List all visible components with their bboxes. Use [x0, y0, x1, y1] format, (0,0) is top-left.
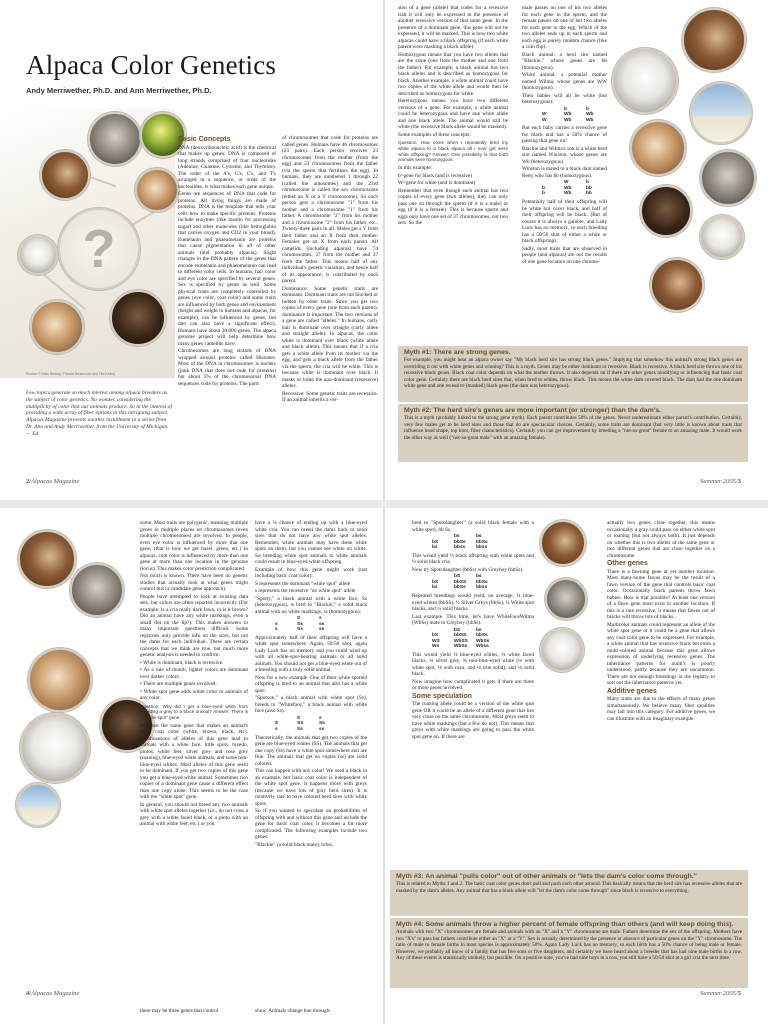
punnett-cell: W — [542, 117, 547, 123]
punnett-cell: Wb — [564, 112, 572, 118]
photo-alpaca-fawn-face — [630, 120, 686, 176]
bullet-text: White is dominant, black is recessive. — [143, 659, 224, 666]
myth-4-title: Myth #4: Some animals throw a higher percent of female offspring than others (and will keep doing this). — [396, 921, 734, 928]
punnett-cell: ss — [319, 627, 325, 633]
article-authors: Andy Merriwether, Ph.D. and Ann Merriwether, Ph.D. — [26, 86, 212, 95]
punnett-cell: bb — [586, 191, 592, 197]
paragraph: There is a fawning gene at yet another location. Most many/some fawns may be the result of a fawn version of the gene that controls basic coat color. Occasionally black parents throw fawn babies. How is that possible? At least one version of a fawn gene must exist in another location. If this is a rare recessive, it means that fawns out of blacks will throw lots of blacks. — [607, 568, 715, 620]
punnett-cell: bbSS — [454, 633, 467, 639]
paragraph: "Spotty," a black animal with a white face, Ss (heterozygous), is bred to "Blackie," a solid black animal with no white markings, ss (homozygous): — [255, 595, 367, 615]
paragraph: The roaning allele could be a version of the white spot gene OR it could be an allele of a different gene that lies very close on the same chromosome. Most greys seem to have white markings (but a few do not). This means that greys with white markings are going to pass the white spot gene on. If there are — [412, 701, 534, 740]
paragraph: Now for a new example. One of their white spotted offspring is bred to an animal that also has a white spot: — [255, 674, 367, 694]
punnett-cell: bbSs — [454, 539, 466, 545]
bullet-text: There are multiple genes involved. — [143, 681, 217, 687]
paragraph: Genes are sequences of DNA that code for proteins. All living things are made of proteins. DNA is the template that tells your cells how to make specific proteins. Proteins include enzymes (like insulin for processing sugar) and other molecules (like hemoglobin that carries oxygen and CO2 in your blood). Eumelanin and phaeomelanin are proteins that cause pigmentation in all of other animals (and probably alpacas). Slight changes in the DNA pattern of the genes that encode eumelanin and phaeomelanin can lead to different color cells. In humans, hair color and eye color are specified by several genes. Sex is specified by genes as well. Some physical traits are completely controlled by genes (eye color, coat color) and some traits are influenced by both genes and environment (height and weight in humans and alpacas, for example), can be influenced by genes, but diet can also have a significant effect). Humans have about 30,000 genes. The alpaca genome project will help determine how many genes camelids have. — [178, 191, 276, 347]
punnett-cell: bs — [476, 627, 482, 633]
paragraph: Not much is known. There have been no genetic studies that actually look at what genes might control this (a candidate gene approach). — [140, 573, 248, 592]
punnett-cell: bbSs — [476, 633, 488, 639]
punnett-square — [432, 574, 534, 591]
paragraph: some. Most traits are polygenic, meaning multiple genes in multiple places on chromosomes (even multiple chromosomes) are involved. In people, even eye color is influenced by more that one gene, (that is how we get hazel, green, etc.) In alpacas, coat color is influenced by more than one gene at more than one location in the genome (locus). This makes color prediction complicated. — [140, 520, 248, 572]
heading-additive-genes: Additive genes — [607, 687, 657, 695]
punnett-cell: Wb — [586, 117, 594, 123]
photo-alpaca-brown — [40, 150, 90, 200]
punnett-cell: b — [586, 180, 589, 186]
paragraph: Homozygous means that you have two alleles that are the same (one from the mother and one from the father). For example, a black animal has two black alleles and is described as homozygous for black. Another example, a white animal could have two copies of the white allele and would then be described as homozygous for white. — [398, 51, 508, 97]
punnett-cell: Ss — [297, 726, 303, 732]
myth-1-box — [398, 346, 748, 402]
page-number: 4/ — [26, 990, 32, 997]
photo-alpaca-group — [30, 300, 84, 354]
punnett-square — [275, 716, 367, 733]
spread-pages-4-5 — [0, 508, 768, 1024]
paragraph: This would yield ½ black offspring with white spots and ½ solid black cria. — [412, 552, 534, 566]
photo-alpaca-white — [18, 235, 58, 275]
next-page-peek-right — [255, 1008, 375, 1018]
paragraph: Now imagine how complicated it gets if there are three or more genes involved. — [412, 678, 534, 692]
issue-label: Summer 2005/ — [700, 478, 738, 485]
spread-separator — [0, 500, 768, 508]
paragraph: In this example: — [398, 165, 433, 172]
punnett-cell: WbSS — [454, 638, 468, 644]
footer-right — [700, 478, 741, 485]
column-polygenic — [140, 520, 248, 990]
punnett-cell: S — [297, 616, 301, 621]
paragraph: male passes on one of his two alleles for each gene in the sperm, and the female passes on one of her two alleles for each gene in the egg. Which of the two alleles ends up in each sperm and each egg is purely random chance (like a coin flip). — [522, 5, 607, 50]
punnett-cell: b — [586, 106, 589, 112]
paragraph: Last example. This time, let's have WhiteFaceWilma (WbSs) mate to Greyboy (bbSs). — [412, 613, 534, 627]
paragraph: Heterozygous means you have two different versions of a gene. For example, a white animal could be heterozygous and have one white allele and one black allele. The animal would still be white (the recessive black allele would be masked). — [398, 98, 508, 130]
punnett-cell: Wb — [564, 191, 572, 197]
photo-alpaca-fawn — [135, 168, 179, 212]
punnett-square — [432, 628, 534, 650]
spread-pages-2-3 — [0, 0, 768, 500]
punnett-square — [275, 616, 367, 633]
page-gutter — [383, 0, 385, 500]
paragraph: Their babies will all be white (but heterozygous): — [522, 92, 607, 105]
editor-intro: Few topics generate so much interest among alpaca breeders as the subject of color genetics. No wonder, considering the multiplicity of color that our animals produce. So in the interest of providing a wide array of fiber options in this intriguing subject, Alpacas Magazine presents another installment in a series from Dr. Ann and Andy Merriwether, from the University of Michigan. — Ed. — [26, 390, 172, 437]
punnett-cell: Wb — [586, 112, 594, 118]
photo-credit: Photos © Nikki Bishop, Francis Beaumont and Tim Kelley — [26, 372, 115, 376]
photo-alpaca-grey — [70, 563, 124, 617]
photo-alpaca-landscape — [690, 82, 752, 144]
paragraph: In general, you should not breed any two animals with white spot alleles together (i.e., do not cross a grey with a white faced black, or a pinto with an animal with white feet, etc.) or you — [140, 801, 248, 828]
photo-alpaca-white-face — [612, 48, 678, 114]
paragraph: Multicolor animals could represent an allele of the white spot gene or it could be a gene that allows any coat color gene to be expressed. For example, a white animal that has recessive black becomes a multi-colored animal because this gene allows expression of underlying recessive genes. The inheritance patterns for multi's is poorly understood, partly because they are uncommon. There are not enough breedings in the registry to sort out the inheritance patterns yet. — [607, 621, 715, 686]
page-gutter — [383, 508, 385, 1024]
paragraph: Repeated breedings would yield, on average, ¼ blue-eyed whites (bbSS), ½ Silver Greys (bbSs), ¼ White spot blacks, and ¼ solid blacks. — [412, 593, 534, 613]
punnett-cell: bbSs — [454, 585, 466, 591]
photo-alpaca-white-face — [540, 628, 584, 672]
punnett-cell: W — [542, 112, 547, 118]
photo-alpaca-brown — [18, 530, 76, 588]
paragraph: Some examples of these concepts: — [398, 131, 471, 138]
punnett-cell: bbss — [476, 545, 488, 551]
paragraph: bred to "Spotsdaughter" (a solid black female with a white spot), bb Ss. — [412, 520, 534, 533]
myth-3-box — [390, 870, 748, 916]
punnett-cell: Ws — [432, 644, 440, 650]
punnett-cell: Wb — [564, 117, 572, 123]
photo-alpaca-grey-face — [700, 150, 756, 206]
paragraph: People have attempted to look at existing data sets, but colors are often reported incorrectly (For example: Is a cria really dark fawn, or is it brown? Did an animal have any white markings, even a small dot on the lip?). This makes answers to many important questions difficult. Some registries only provide info on the sires, but not the dams for each individual. There are certain concepts that we think are true, but much more genetic analysis is needed to confirm: — [140, 593, 248, 658]
column-basic-concepts — [178, 135, 276, 475]
heading-some-speculation: Some speculation — [412, 692, 472, 700]
magazine-name: Alpacas Magazine — [31, 990, 80, 997]
paragraph: S represents the dominant "white spot" allele — [255, 580, 351, 587]
myth-4-text: Animals with two "X" chromosomes are female and animals with an "X" and a "Y" chromosome are male. Fathers determine the sex of the offspring. Mothers have two "X's" to pass but fathers contribute either an "X" or a "Y". Sex is actually determined by the presence or absence of particular genes on the "Y" chromosome. The ratio of male to female births in most species is approximately 50%. Again Lady Luck has no memory, so each birth has a 50% chance of being male or female. However, we probably all know of a family that has five sons or five daughters, and certainly we have heard about a breeder that has had nine male births in a row. Any of these events is statistically unlikely, but possible. On a positive note, you've had nine boys in a row, you still have a 50/50 shot at a girl cria the next time. — [396, 929, 742, 962]
myth-1-text: For example, you might hear an alpaca owner say "My black herd sire has strong black genes." Implying that somehow this animal's strong black genes are overriding it out with white genes and winning? This is a myth. Genes may be either dominant or recessive. Black is recessive. A black herd sire throws one of his recessive black genes. Black coat color depends on what the mother throws. It also depends on if there are other genes modifying or influencing that basic coat color gene. Certainly there are black herd sires that, when bred to whites, throw black. This means the white dam covered black. The dam had the one dominant white gene and one recessive (masked) black gene (the dam was heterozygous). — [404, 357, 742, 390]
paragraph: Now try Spotsdaughter (bbSs) with Greyboy (bbSs). — [412, 566, 524, 573]
bullet-item: • As a rule of thumb, lighter colors are dominant over darker colors. — [140, 667, 248, 680]
punnett-cell: s — [319, 616, 322, 621]
paragraph: Theoretically, the animals that get two copies of the gene are blue-eyed whites (SS). The animals that get one copy (Ss) have a white spot somewhere and are fine. The animals that get no copies (ss) are solid colored. — [255, 734, 367, 767]
punnett-square — [542, 107, 607, 124]
paragraph: of chromosomes that code for proteins are called genes. Humans have 46 chromosomes (23 pairs). Each person receives 23 chromosomes from the mother (from the egg) and 23 chromosomes from the father (via the sperm that fertilizes the egg). In humans, they are numbered 1 through 22 (called the autosomes) and the 23rd chromosome is called the sex chromosome (either an X or a Y chromosome). So each person gets a chromosome "1" from his mother and a chromosome "1" from his father. A chromosome "2" from his mother and a chromosome "2" from his father, etc.. Twenty-three pairs in all. Males get a Y from their father and an X from their mother. Females get an X from each parent. All camelids (including alpacas) have 74 chromosomes, 37 from the mother and 37 from the father. This means half of any individual's genetic variation, and hence half of its appearance, is contributed by each parent. — [282, 135, 378, 284]
punnett-cell: WS — [432, 638, 440, 644]
paragraph: Example of how this gene might work (not including basic coat color): — [255, 566, 367, 579]
paragraph: "Blackie" (a solid black male), b/bss, — [255, 841, 334, 848]
page-number: 3 — [737, 478, 741, 485]
bullet-text: As a rule of thumb, lighter colors are dominant over darker colors. — [140, 667, 248, 680]
column-other-genes — [607, 520, 715, 872]
punnett-cell: ss — [319, 621, 325, 627]
myth-4-box — [390, 918, 748, 988]
punnett-cell: b — [542, 191, 545, 197]
photo-alpaca-grey — [88, 112, 142, 166]
punnett-cell: Wbss — [476, 644, 489, 650]
photo-alpaca-fawn — [28, 648, 92, 712]
paragraph: But each baby carries a recessive gene for black and has a 50% chance of passing that gene on! — [522, 125, 607, 145]
photo-alpaca-brown-face — [540, 520, 586, 566]
photo-alpaca-white — [20, 713, 90, 783]
paragraph: White animal: a potential mother named Wilma, whose genes are WW (homozygous). — [522, 72, 607, 91]
footer-left — [26, 478, 79, 485]
punnett-cell: W — [564, 180, 569, 186]
column-recessive — [398, 5, 508, 345]
bullet-text: White spot gene adds white color to animals of any color. — [140, 688, 248, 701]
punnett-square — [542, 180, 607, 197]
paragraph: DNA (deoxyribonucleic acid) is the chemical that makes up genes. DNA is composed of long strands comprised of four nucleotides (Adenine, Guanine, Cytosine, and Thymine). The order of the A's, G's, C's, and T's arranged in a sequence, or order of the nucleotides, is what makes each gene unique. — [178, 144, 276, 190]
issue-label: Summer 2005/ — [700, 990, 738, 997]
paragraph: Many traits are due to the effects of many genes simultaneously. We believe many fiber qualities may fall into this category. For additive genes, we can illustrate with an imaginary example: — [607, 696, 715, 722]
punnett-cell: SS — [297, 721, 304, 727]
page-number: 5 — [737, 990, 741, 997]
photo-alpaca-brown-face — [682, 8, 746, 72]
myth-1-title: Myth #1: There are strong genes. — [404, 349, 511, 356]
punnett-cell: bs — [476, 574, 482, 580]
paragraph: This can happen with any color! We used a black in an example, but basic coat color is independent of the white spot gene. It happens more with greys (because we have lots of gray herd sires). It is relatively rare to have colored herd sires with white spots. — [255, 768, 367, 807]
footer-left — [26, 990, 79, 997]
punnett-cell: bbss — [454, 545, 466, 551]
photo-alpaca-grey-face — [545, 578, 587, 620]
punnett-cell: bb — [586, 185, 592, 191]
punnett-cell: s — [275, 621, 278, 627]
bullet-item: • White is dominant, black is recessive. — [140, 659, 224, 666]
punnett-cell: b — [542, 185, 545, 191]
magazine-name: Alpacas Magazine — [31, 478, 80, 485]
paragraph: So if you wanted to speculate on probabilities of offspring with and without this gene and include the gene for basic coat color, it becomes a bit more complicated. The following examples include two genes: — [255, 808, 367, 841]
paragraph: Dominance: Some genetic traits are dominant. Dominant traits are not blocked or hidden by other traits. Since you get two copies of every gene (one from each parent), dominance is important. The two versions of a gene are called "alleles." In humans, curly hair is dominant over straight (curly allele and straight allele). In alpacas, the color white is dominant over black (white allele and black allele). This means that if a cria gets a white allele from its mother via the egg, and gets a black allele from the father via the sperm, the cria will be white. This is because white is dominant over black. It masks or hides the non-dominant (recessive) alleles. — [282, 285, 378, 389]
paragraph: sion of a gene (allele) that codes for a recessive trait it will only be expressed in the presence of another recessive version of that same gene. In the presence of a dominant gene, this gene will not be expressed, it will be masked. This is how two white alpacas could have a black offspring (if each white parent were masking a black allele). — [398, 5, 508, 50]
paragraph: show. Animals change hue through- — [255, 1008, 332, 1014]
punnett-cell: bbSs — [476, 539, 488, 545]
photo-alpaca-brown-profile — [650, 258, 704, 312]
paragraph: Blackie and Wilma's son is a white herd sire named Winston, whose genes are Wb (heterozygous). — [522, 145, 607, 165]
paragraph: there may be three genes that control — [140, 1008, 219, 1014]
photo-alpaca-dark — [110, 290, 166, 346]
paragraph: s represents the recessive "no white spot" allele — [255, 588, 356, 594]
paragraph: Sadly, most traits that are observed in people (and alpacas) are not the results of one gene location on one chromo- — [522, 245, 607, 265]
paragraph: Chromosomes are long strands of DNA wrapped around proteins called Histones. Most of the DNA in chromosomes is nucleic (junk DNA that does not code for proteins) but about 5% of the chromosomal DNA sequences code for proteins. The parts — [178, 348, 276, 387]
punnett-cell: Ss — [297, 627, 303, 633]
punnett-cell: WbSs — [476, 638, 490, 644]
punnett-cell: bs — [432, 585, 438, 591]
punnett-cell: bs — [454, 534, 460, 539]
paragraph: It is not the same gene that makes an animal's basic coat color (white, brown, black, etc). Combinations of alleles of this gene lead to animals with a white face, little spots, tuxedo, pintos, white feet, silver grey and rose grey (roaning), blue-eyed white animals, and some non-blue-eyed whites. Most alleles of this gene seem to be dominant. If you get two copies of this gene you get a blue-eyed white animal. Sometimes two copies of a dominant gene cause a different effect than one copy alone. This seems to be the case with the "white spot" gene. — [140, 722, 248, 801]
paragraph: Approximately half of their offspring will have a white spot somewhere. Again, 50/50 shot, again Lady Luck has no memory and you could wind up with all white-spot-bearing animals or all solid animals. You should not get a blue-eyed white out of a breeding with a truly solid animal. — [255, 634, 367, 674]
photo-alpaca-cria — [700, 215, 744, 259]
punnett-cell: Ss — [297, 621, 303, 627]
heading-basic-concepts: Basic Concepts — [178, 136, 231, 143]
paragraph: W=gene for white (and is dominant) — [398, 180, 476, 187]
next-page-peek-left — [140, 1008, 260, 1018]
punnett-cell: bS — [432, 539, 439, 545]
column-white-spot — [255, 520, 367, 990]
paragraph: actually two genes close together, this means occasionally a gray could pass on either white spot or roaning (but not always both). It just depends on whether this is two alleles of the same gene or two different genes that are close together on a chromosome. — [607, 520, 715, 559]
punnett-cell: bs — [476, 534, 482, 539]
punnett-cell: bS — [432, 579, 439, 585]
punnett-cell: bbSS — [454, 579, 467, 585]
photo-alpaca-black — [640, 185, 692, 237]
myth-2-title: Myth #2: The herd sire's genes are more important (or stronger) than the dam's. — [404, 407, 662, 414]
paragraph: b=gene for black (and is recessive) — [398, 172, 473, 179]
column-breeding-example — [522, 5, 607, 345]
photo-alpaca-pasture — [16, 783, 60, 827]
punnett-cell: S — [275, 721, 279, 727]
punnett-cell: s — [275, 726, 278, 732]
footer-right — [700, 990, 741, 997]
punnett-cell: S — [297, 715, 301, 721]
question-mark-graphic — [58, 208, 140, 290]
punnett-cell: bS — [432, 633, 439, 639]
paragraph: Winston is mated to a black dam named Betty who has bb (homozygous). — [522, 166, 607, 179]
myth-2-text: This is a myth (probably linked to the strong gene myth). Each parent contributes 50% of the genes. Never underestimate either parent's contribution. Certainly, very few males get to be herd sires and those that do are spectacular choices. Certainly, some traits are dominant (but very little is known about traits that influence head shape, top knot, fiber characteristics). Certainly you can get improvement by breeding a "not-so-great" female to an amazing male. It would work the other way as well ("not-so-great male" with an amazing female). — [404, 415, 742, 441]
punnett-cell: s — [275, 627, 278, 633]
punnett-cell: bbSs — [476, 579, 488, 585]
column-chromosomes — [282, 135, 378, 475]
punnett-cell: bS — [454, 627, 461, 633]
article-title: Alpaca Color Genetics — [26, 50, 277, 80]
column-two-gene-examples — [412, 520, 534, 872]
bullet-item: • There are multiple genes involved. — [140, 681, 217, 687]
myth-2-box — [398, 404, 748, 462]
qa-box: Question: Why did I get a blue-eyed white from breeding a grey to a black animal? Answer: There is a "white spot" gene. — [140, 703, 248, 721]
punnett-cell: bs — [432, 545, 438, 551]
punnett-cell: bbss — [476, 585, 488, 591]
paragraph: Black animal: a herd sire named "Blackie," whose genes are bb (homozygous). — [522, 51, 607, 71]
page-number: 2/ — [26, 478, 32, 485]
question-mark-glyph: ? — [82, 219, 116, 279]
qa-box: Question: How come when I repeatedly bred my white alpaca to a black alpaca all I ever got were white offspring? Answer: One possibility is that both animals were homozygous. — [398, 140, 508, 163]
bullet-item: • White spot gene adds white color to animals of any color. — [140, 688, 248, 701]
myth-3-text: This is related to Myths 1 and 2. The basic coat color genes don't pull and push each other around. This basically means that the herd sire has recessive alleles that are masked by the dam's alleles. Any animal that has a black allele will "let the dam's color come through" since black is recessive to everything. — [396, 881, 742, 894]
paragraph: Remember that even though each animal has two copies of every gene (two alleles), they can only pass one on through the sperm (if it is a male) or egg (if it is a female). This is because sperm and eggs only have one set of 37 chromosomes, not two sets. So the — [398, 187, 508, 227]
punnett-square — [432, 534, 534, 551]
punnett-cell: s — [319, 715, 322, 721]
punnett-cell: WbSs — [454, 644, 468, 650]
punnett-cell: b — [564, 106, 567, 112]
punnett-cell: Wb — [564, 185, 572, 191]
punnett-cell: Ss — [319, 721, 325, 727]
punnett-cell: ss — [319, 726, 325, 732]
punnett-cell: bS — [454, 574, 461, 580]
paragraph: "Spotson," a black animal with white spot (Ss), breeds to "Whiteface," a black animal with white face (also Ss). — [255, 695, 367, 715]
paragraph: Recessive: Some genetic traits are recessive. If an animal inherits a ver- — [282, 390, 378, 403]
paragraph: have a ¼ chance of ending up with a blue-eyed white cria. You can breed the dams back to solid sires that do not have any white spot alleles. Remember, white animals may have these white spots on them, but you cannot see white on white. So breeding white spot animals to white animals could result in blue-eyed white offspring. — [255, 520, 367, 565]
myth-3-title: Myth #3: An animal "pulls color" out of other animals or "lets the dam's color come through." — [396, 873, 697, 880]
paragraph: This would yield ⅛ blue-eyed whites, ⅜ white faced blacks, ⅛ silver grey, ⅜ non-blue-eyed white (⅛ with white spot, ⅛ with roan, and ⅛ true solid), and ⅛ solid black. — [412, 651, 534, 678]
heading-other-genes: Other genes — [607, 560, 648, 567]
paragraph: Potentially half of their offspring will be white but cover black, and half of their offspring will be black. (But of course it is always a gamble, and Lady Luck has no memory, so each breeding has a 50/50 shot of either a white or black offspring). — [522, 199, 607, 245]
